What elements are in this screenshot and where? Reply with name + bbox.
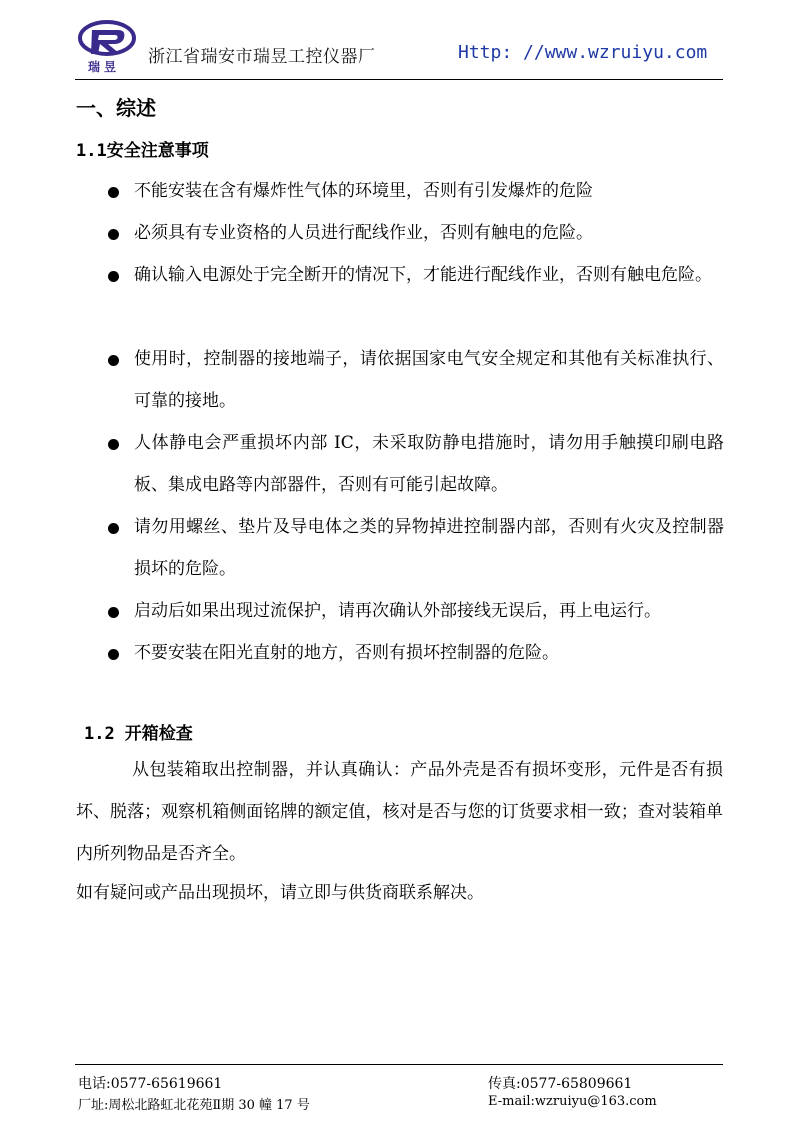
list-item-text: 启动后如果出现过流保护，请再次确认外部接线无误后，再上电运行。 — [134, 601, 661, 621]
list-item-text: 必须具有专业资格的人员进行配线作业，否则有触电的危险。 — [134, 223, 593, 243]
unpacking-paragraph: 从包装箱取出控制器，并认真确认：产品外壳是否有损坏变形，元件是否有损坏、脱落；观察机箱侧面铭牌的额定值，核对是否与您的订货要求相一致；查对装箱单内所列物品是否齐全。 — [76, 760, 723, 864]
footer-email[interactable]: E-mail:wzruiyu@163.com — [488, 1094, 657, 1109]
list-item-text: 不能安装在含有爆炸性气体的环境里，否则有引发爆炸的危险 — [134, 181, 593, 201]
website-link[interactable]: Http: //www.wzruiyu.com — [458, 42, 708, 63]
footer-phone: 电话:0577-65619661 — [78, 1076, 223, 1092]
bullet-icon — [108, 649, 119, 660]
footer-address: 厂址:周松北路虹北花苑Ⅱ期 30 幢 17 号 — [78, 1098, 310, 1113]
company-logo — [78, 14, 136, 74]
bullet-icon — [108, 439, 119, 450]
bullet-icon — [108, 523, 119, 534]
list-item-text: 人体静电会严重损坏内部 IC，未采取防静电措施时，请勿用手触摸印刷电路板、集成电路等内部器件，否则有可能引起故障。 — [134, 433, 724, 495]
logo-text: 瑞昱 — [88, 60, 121, 74]
bullet-icon — [108, 355, 119, 366]
list-item-text: 使用时，控制器的接地端子，请依据国家电气安全规定和其他有关标准执行、可靠的接地。 — [134, 349, 724, 411]
bullet-icon — [108, 271, 119, 282]
bullet-icon — [108, 229, 119, 240]
bullet-icon — [108, 187, 119, 198]
company-name: 浙江省瑞安市瑞昱工控仪器厂 — [148, 47, 376, 67]
bullet-icon — [108, 607, 119, 618]
list-item-text: 请勿用螺丝、垫片及导电体之类的异物掉进控制器内部，否则有火灾及控制器损坏的危险。 — [134, 517, 724, 579]
subsection-number: 1.2 — [84, 724, 115, 744]
subsection-heading: 安全注意事项 — [106, 141, 209, 161]
header-divider — [75, 79, 723, 80]
subsection-title-1 — [76, 136, 209, 161]
list-item-text: 不要安装在阳光直射的地方，否则有损坏控制器的危险。 — [134, 643, 559, 663]
page-footer — [0, 1060, 793, 1122]
list-item-text: 确认输入电源处于完全断开的情况下，才能进行配线作业，否则有触电危险。 — [134, 265, 712, 285]
section-title: 一、综述 — [76, 96, 156, 120]
subsection-title-2 — [84, 719, 193, 744]
footer-fax: 传真:0577-65809661 — [488, 1076, 633, 1092]
contact-paragraph: 如有疑问或产品出现损坏，请立即与供货商联系解决。 — [76, 883, 484, 903]
subsection-number: 1.1 — [76, 141, 107, 161]
subsection-heading: 开箱检查 — [124, 724, 193, 744]
page-header — [0, 0, 793, 80]
